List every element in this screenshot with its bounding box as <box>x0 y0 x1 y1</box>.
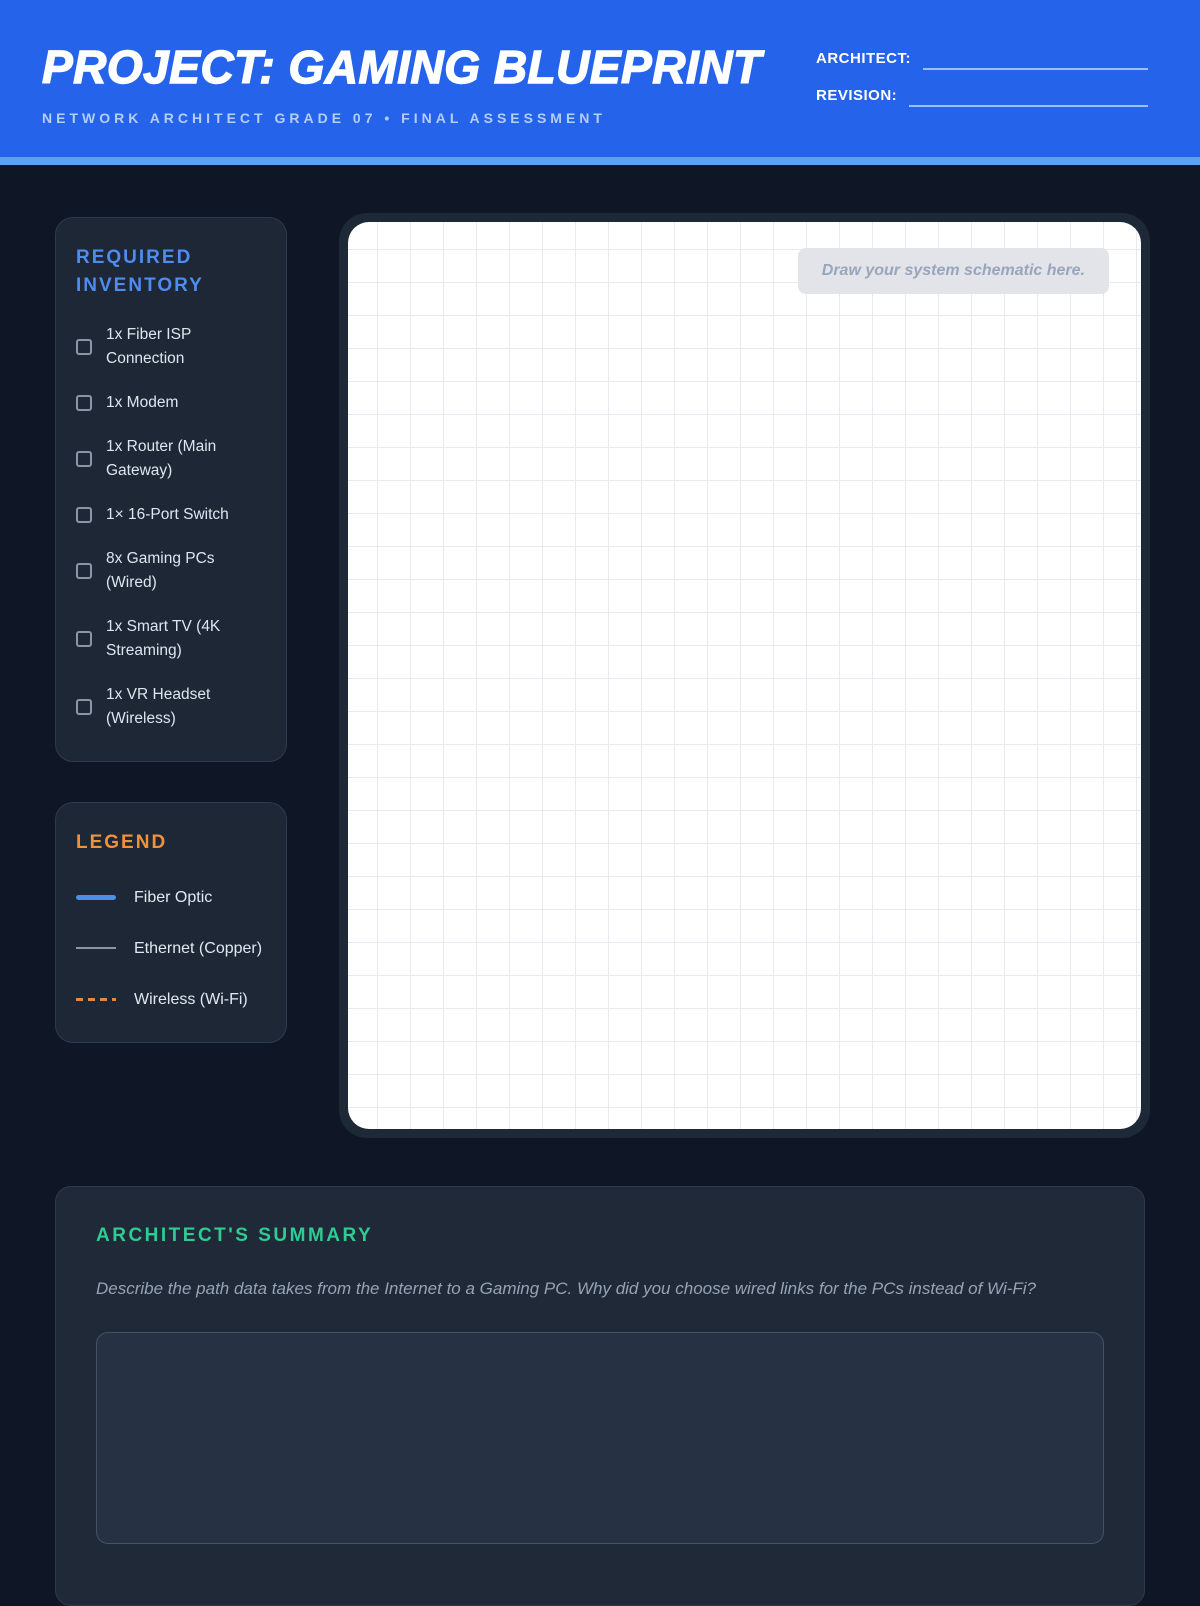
inventory-checkbox[interactable] <box>76 699 92 715</box>
inventory-item <box>76 323 266 371</box>
summary-title: ARCHITECT'S SUMMARY <box>96 1225 374 1246</box>
revision-input-line[interactable] <box>909 89 1148 107</box>
inventory-item <box>76 683 266 731</box>
inventory-item-label: 8x Gaming PCs (Wired) <box>106 550 215 592</box>
architect-input-line[interactable] <box>923 52 1148 70</box>
inventory-item-label: 1x Smart TV (4K Streaming) <box>106 618 221 660</box>
inventory-title: REQUIRED INVENTORY <box>76 247 204 296</box>
revision-field-label: REVISION: <box>816 87 898 104</box>
legend-item-label: Ethernet (Copper) <box>134 939 263 957</box>
inventory-checkbox[interactable] <box>76 631 92 647</box>
architect-field-label: ARCHITECT: <box>816 50 911 67</box>
main-content <box>0 165 1200 1138</box>
inventory-item <box>76 615 266 663</box>
inventory-checkbox[interactable] <box>76 451 92 467</box>
inventory-item-label: 1x Fiber ISP Connection <box>106 326 192 368</box>
schematic-canvas-card <box>339 213 1150 1138</box>
header-fields <box>816 0 1148 157</box>
architect-summary-section <box>55 1186 1145 1606</box>
fiber-optic-line-icon <box>76 895 116 900</box>
left-sidebar <box>55 217 287 1043</box>
legend-item-label: Wireless (Wi-Fi) <box>134 990 248 1008</box>
inventory-item-label: 1x Router (Main Gateway) <box>106 438 217 480</box>
inventory-item <box>76 547 266 595</box>
inventory-item <box>76 503 266 527</box>
inventory-item-label: 1× 16-Port Switch <box>106 506 229 524</box>
inventory-item-label: 1x VR Headset (Wireless) <box>106 686 211 728</box>
inventory-item <box>76 435 266 483</box>
inventory-checkbox[interactable] <box>76 507 92 523</box>
legend-title: LEGEND <box>76 832 168 854</box>
summary-prompt: Describe the path data takes from the Internet to a Gaming PC. Why did you choose wired links for the PCs instead of Wi-Fi? <box>96 1279 1037 1298</box>
inventory-item-label: 1x Modem <box>106 394 179 412</box>
inventory-list <box>76 323 266 731</box>
inventory-item <box>76 391 266 415</box>
legend-panel <box>55 802 287 1043</box>
required-inventory-panel <box>55 217 287 762</box>
legend-item-ethernet <box>76 936 266 961</box>
inventory-checkbox[interactable] <box>76 563 92 579</box>
legend-item-wireless <box>76 987 266 1012</box>
legend-item-fiber <box>76 885 266 910</box>
architect-field-row <box>816 46 1148 70</box>
canvas-placeholder-hint: Draw your system schematic here. <box>798 248 1109 294</box>
wireless-dashed-line-icon <box>76 998 116 1001</box>
inventory-checkbox[interactable] <box>76 339 92 355</box>
page-title: PROJECT: GAMING BLUEPRINT <box>42 41 762 93</box>
title-block <box>42 0 762 157</box>
page-subtitle: NETWORK ARCHITECT GRADE 07 • FINAL ASSESSMENT <box>42 110 606 126</box>
summary-textarea[interactable] <box>96 1332 1104 1544</box>
inventory-checkbox[interactable] <box>76 395 92 411</box>
schematic-drawing-grid[interactable] <box>348 222 1141 1129</box>
ethernet-line-icon <box>76 947 116 949</box>
legend-list <box>76 885 266 1012</box>
legend-item-label: Fiber Optic <box>134 888 213 906</box>
revision-field-row <box>816 83 1148 107</box>
header <box>0 0 1200 165</box>
